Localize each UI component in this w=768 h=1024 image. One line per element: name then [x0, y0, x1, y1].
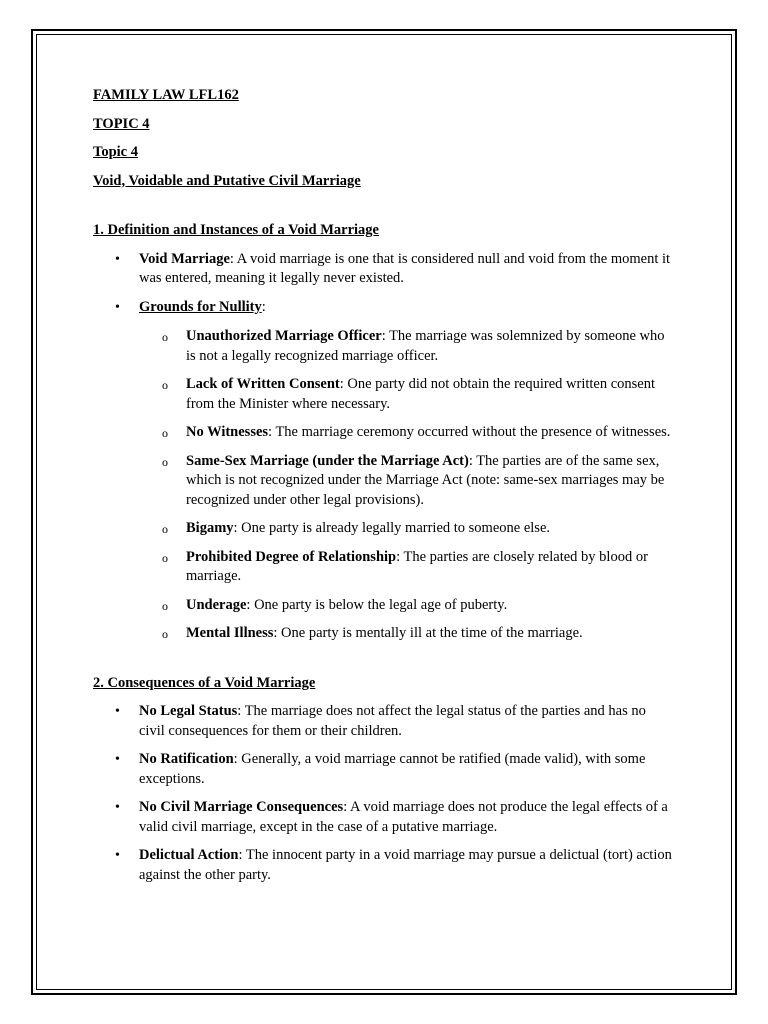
bullet-icon: • — [115, 800, 120, 815]
term: Same-Sex Marriage (under the Marriage Act) — [186, 452, 469, 469]
term: Delictual Action — [139, 847, 239, 863]
definition-text: : One party did not obtain the required written consent from the Minister where necessary. — [186, 376, 656, 412]
term: Grounds for Nullity — [139, 298, 262, 315]
bullet-icon: • — [115, 299, 120, 315]
term: Bigamy — [186, 520, 234, 536]
list-item — [93, 519, 673, 539]
term: Prohibited Degree of Relationship — [186, 548, 397, 565]
definition-text: : The marriage was solemnized by someone who is not a legally recognized marriage officer. — [186, 328, 665, 364]
section-2-list — [93, 702, 673, 885]
bullet-icon: • — [115, 848, 120, 863]
bullet-icon: • — [115, 752, 120, 767]
list-item — [93, 750, 673, 789]
list-item — [93, 298, 673, 644]
section-1-heading: 1. Definition and Instances of a Void Marriage — [93, 222, 379, 238]
definition-text: : The marriage does not affect the legal status of the parties and has no civil consequences for them or their children. — [139, 703, 646, 739]
definition-text: : The innocent party in a void marriage may pursue a delictual (tort) action against the other party. — [139, 847, 672, 883]
definition-text: : One party is mentally ill at the time of the marriage. — [273, 625, 583, 641]
list-item — [93, 846, 673, 885]
list-item — [93, 624, 673, 644]
definition-text: : One party is already legally married to someone else. — [233, 520, 551, 536]
section-2-heading: 2. Consequences of a Void Marriage — [93, 674, 316, 691]
term: Void Marriage — [139, 250, 230, 267]
definition-text: : The parties are closely related by blood or marriage. — [186, 548, 648, 584]
term: No Legal Status — [139, 703, 238, 719]
circle-bullet-icon: o — [162, 454, 168, 469]
definition-text: : — [261, 298, 266, 315]
term: Underage — [186, 596, 247, 613]
list-item — [93, 452, 673, 511]
list-item — [93, 423, 673, 443]
list-item — [93, 548, 673, 587]
definition-text: : One party is below the legal age of puberty. — [246, 596, 508, 613]
circle-bullet-icon: o — [162, 598, 168, 613]
section-1-list — [93, 250, 673, 644]
circle-bullet-icon: o — [162, 330, 168, 344]
circle-bullet-icon: o — [162, 627, 168, 641]
topic-heading: Topic 4 — [93, 144, 138, 160]
circle-bullet-icon: o — [162, 550, 168, 565]
definition-text: : The marriage ceremony occurred without the presence of witnesses. — [268, 424, 671, 440]
term: No Witnesses — [186, 424, 269, 440]
list-item — [93, 375, 673, 414]
definition-text: : Generally, a void marriage cannot be ratified (made valid), with some exceptions. — [139, 751, 646, 787]
circle-bullet-icon: o — [162, 522, 168, 536]
document-content — [93, 86, 673, 894]
term: No Civil Marriage Consequences — [139, 799, 344, 815]
course-title: FAMILY LAW LFL162 — [93, 87, 239, 103]
term: Unauthorized Marriage Officer — [186, 328, 382, 344]
circle-bullet-icon: o — [162, 426, 168, 440]
term: Mental Illness — [186, 625, 274, 641]
list-item — [93, 250, 673, 289]
bullet-icon: • — [115, 251, 120, 267]
list-item — [93, 327, 673, 366]
definition-text: : A void marriage does not produce the legal effects of a valid civil marriage, except in the case of a putative marriage. — [139, 799, 668, 835]
list-item — [93, 596, 673, 616]
grounds-list — [139, 327, 673, 644]
list-item — [93, 702, 673, 741]
bullet-icon: • — [115, 704, 120, 719]
term: No Ratification — [139, 751, 234, 767]
topic-heading-upper: TOPIC 4 — [93, 115, 150, 132]
document-title: Void, Voidable and Putative Civil Marriage — [93, 172, 361, 189]
definition-text: : A void marriage is one that is considered null and void from the moment it was entered, meaning it legally never existed. — [139, 250, 671, 286]
list-item — [93, 798, 673, 837]
circle-bullet-icon: o — [162, 378, 168, 392]
term: Lack of Written Consent — [186, 376, 340, 392]
definition-text: : The parties are of the same sex, which is not recognized under the Marriage Act (note: same-sex marriages may be recognized under other legal provisions). — [186, 452, 665, 508]
